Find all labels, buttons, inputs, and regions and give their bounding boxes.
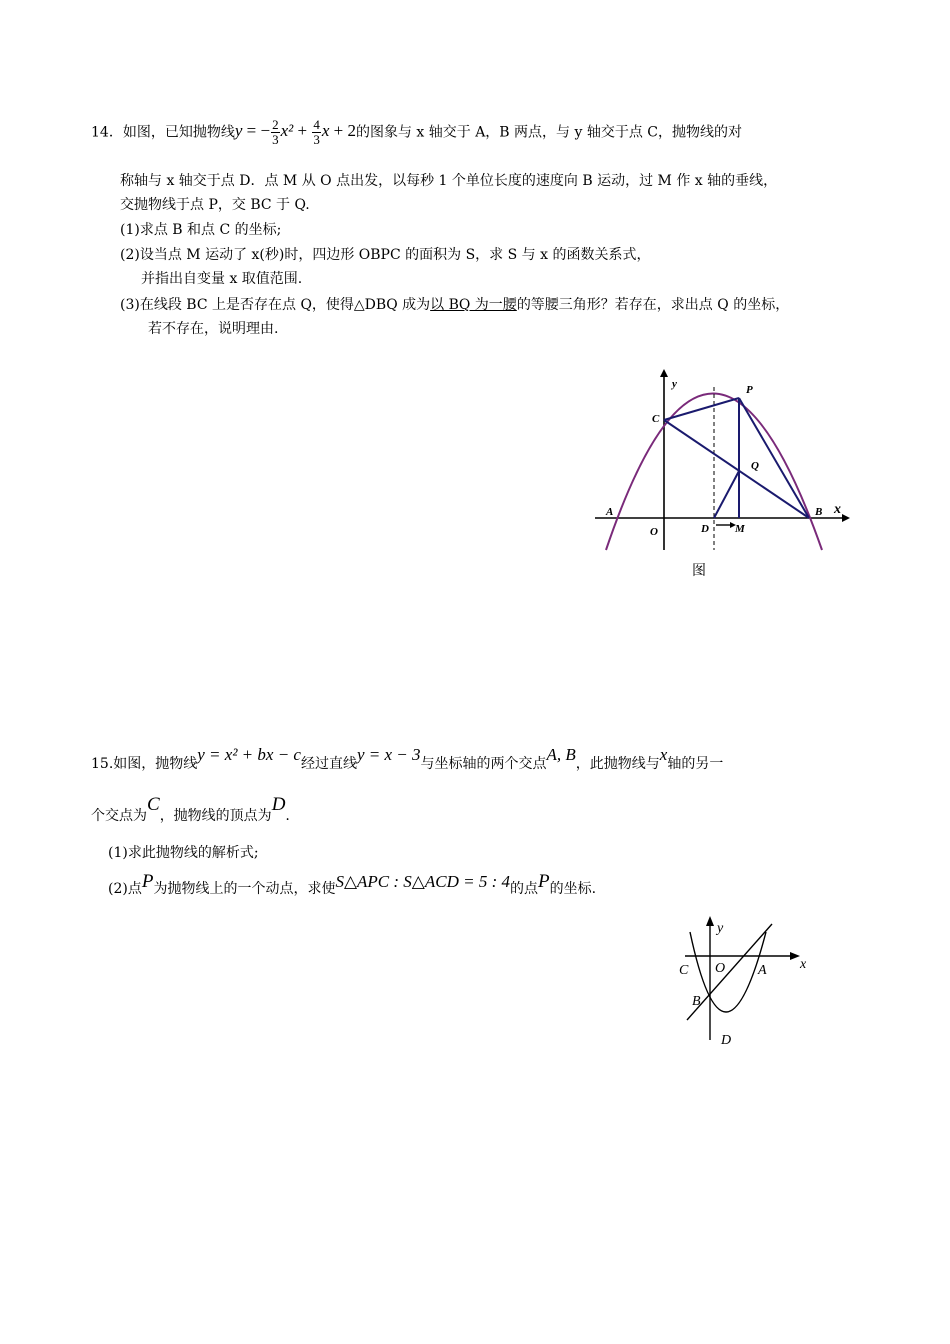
q15-part2	[108, 871, 597, 899]
q14-segment-cp	[664, 398, 739, 420]
q14-intro-before: 如图，已知抛物线	[122, 124, 235, 141]
q14-line3: 交抛物线于点 P，交 BC 于 Q.	[120, 197, 310, 213]
q15-var-p2: P	[538, 871, 550, 892]
q14-part3-line2: 若不存在，说明理由.	[148, 321, 279, 337]
q14-label-y: y	[672, 378, 677, 390]
q15-var-x: x	[659, 745, 668, 764]
q15-number: 15.	[91, 756, 114, 772]
q14-label-x: x	[834, 502, 841, 517]
q15-var-d: D	[271, 794, 286, 815]
q15-part2-b: 为抛物线上的一个动点，求使	[153, 881, 336, 897]
q14-label-b: B	[815, 506, 823, 518]
q14-figure-caption: 图	[692, 564, 706, 579]
q15-label-b: B	[692, 994, 701, 1009]
q14-formula: y = − $\frac{2}{3}$ x² + $\frac{4}{3}$ x + 2	[234, 117, 356, 147]
q14-x-arrow	[842, 514, 850, 522]
q14-label-c: C	[652, 413, 660, 425]
q15-part2-a: (2)点	[108, 881, 142, 897]
q14-part3-before: (3)在线段 BC 上是否存在点 Q，使得△DBQ 成为	[120, 297, 431, 313]
q15-label-x: x	[800, 957, 807, 972]
q15-text-2: 经过直线	[300, 756, 357, 772]
q15-text-5: 轴的另一	[667, 756, 724, 772]
q14-number: 14．	[91, 124, 123, 141]
q15-label-o: O	[715, 961, 726, 976]
q14-segment-dq	[714, 471, 739, 518]
q15-line2-b: ，抛物线的顶点为	[159, 808, 272, 824]
q15-part1: (1)求此抛物线的解析式;	[108, 845, 259, 861]
q14-label-o: O	[650, 526, 658, 538]
q15-part2-c: 的点	[510, 881, 539, 897]
q14-line2: 称轴与 x 轴交于点 D．点 M 从 O 点出发，以每秒 1 个单位长度的速度向 B 运动，过 M 作 x 轴的垂线，	[120, 173, 778, 189]
q14-part2-line1: (2)设当点 M 运动了 x(秒)时，四边形 OBPC 的面积为 S，求 S 与 x 的函数关系式，	[120, 247, 651, 263]
q14-y-arrow	[660, 369, 668, 377]
q15-formula-1: y = x² + bx − c	[197, 745, 301, 764]
q15-text-4: ，此抛物线与	[575, 756, 660, 772]
q15-var-c: C	[147, 794, 160, 815]
q15-text-3: 与坐标轴的两个交点	[420, 756, 547, 772]
q14-label-p: P	[746, 384, 753, 396]
q15-formula-2: y = x − 3	[356, 745, 421, 764]
q15-figure	[670, 912, 810, 1052]
q14-label-q: Q	[751, 460, 759, 472]
q15-text-1: 如图，抛物线	[113, 756, 198, 772]
q14-frac-1: $\frac{2}{3}$	[272, 117, 279, 147]
q14-segment-pb	[739, 398, 809, 518]
q14-part3-after: 的等腰三角形？若存在，求出点 Q 的坐标，	[516, 297, 790, 313]
q15-label-a: A	[758, 963, 767, 978]
q14-label-m: M	[735, 523, 745, 535]
q15-line1	[91, 745, 724, 774]
q15-part2-d: 的坐标.	[549, 881, 597, 897]
q14-part2-line2: 并指出自变量 x 取值范围.	[141, 271, 303, 287]
q15-var-p: P	[141, 871, 154, 892]
q15-label-c: C	[679, 963, 689, 978]
q14-label-d: D	[701, 523, 709, 535]
q14-label-a: A	[606, 506, 614, 518]
q15-line2	[91, 794, 290, 826]
q14-line1	[91, 118, 742, 147]
q15-x-arrow	[790, 952, 800, 960]
q14-intro-after: 的图象与 x 轴交于 A，B 两点，与 y 轴交于点 C，抛物线的对	[355, 124, 743, 141]
q14-figure	[590, 365, 850, 585]
q14-frac-2: $\frac{4}{3}$	[313, 117, 320, 147]
q15-label-d: D	[721, 1033, 732, 1048]
q14-segment-cb	[664, 420, 809, 518]
q15-y-arrow	[706, 916, 714, 926]
q14-part3-line1	[120, 295, 789, 315]
q15-line2-a: 个交点为	[91, 808, 147, 824]
q15-line2-c: .	[285, 808, 290, 824]
q15-label-y: y	[717, 921, 724, 936]
q14-part1: (1)求点 B 和点 C 的坐标;	[120, 222, 282, 238]
q14-part3-underlined: 以 BQ 为一腰	[430, 297, 517, 313]
q15-points-ab: A, B	[546, 745, 576, 764]
q15-ratio: S△APC : S△ACD = 5 : 4	[335, 872, 511, 891]
